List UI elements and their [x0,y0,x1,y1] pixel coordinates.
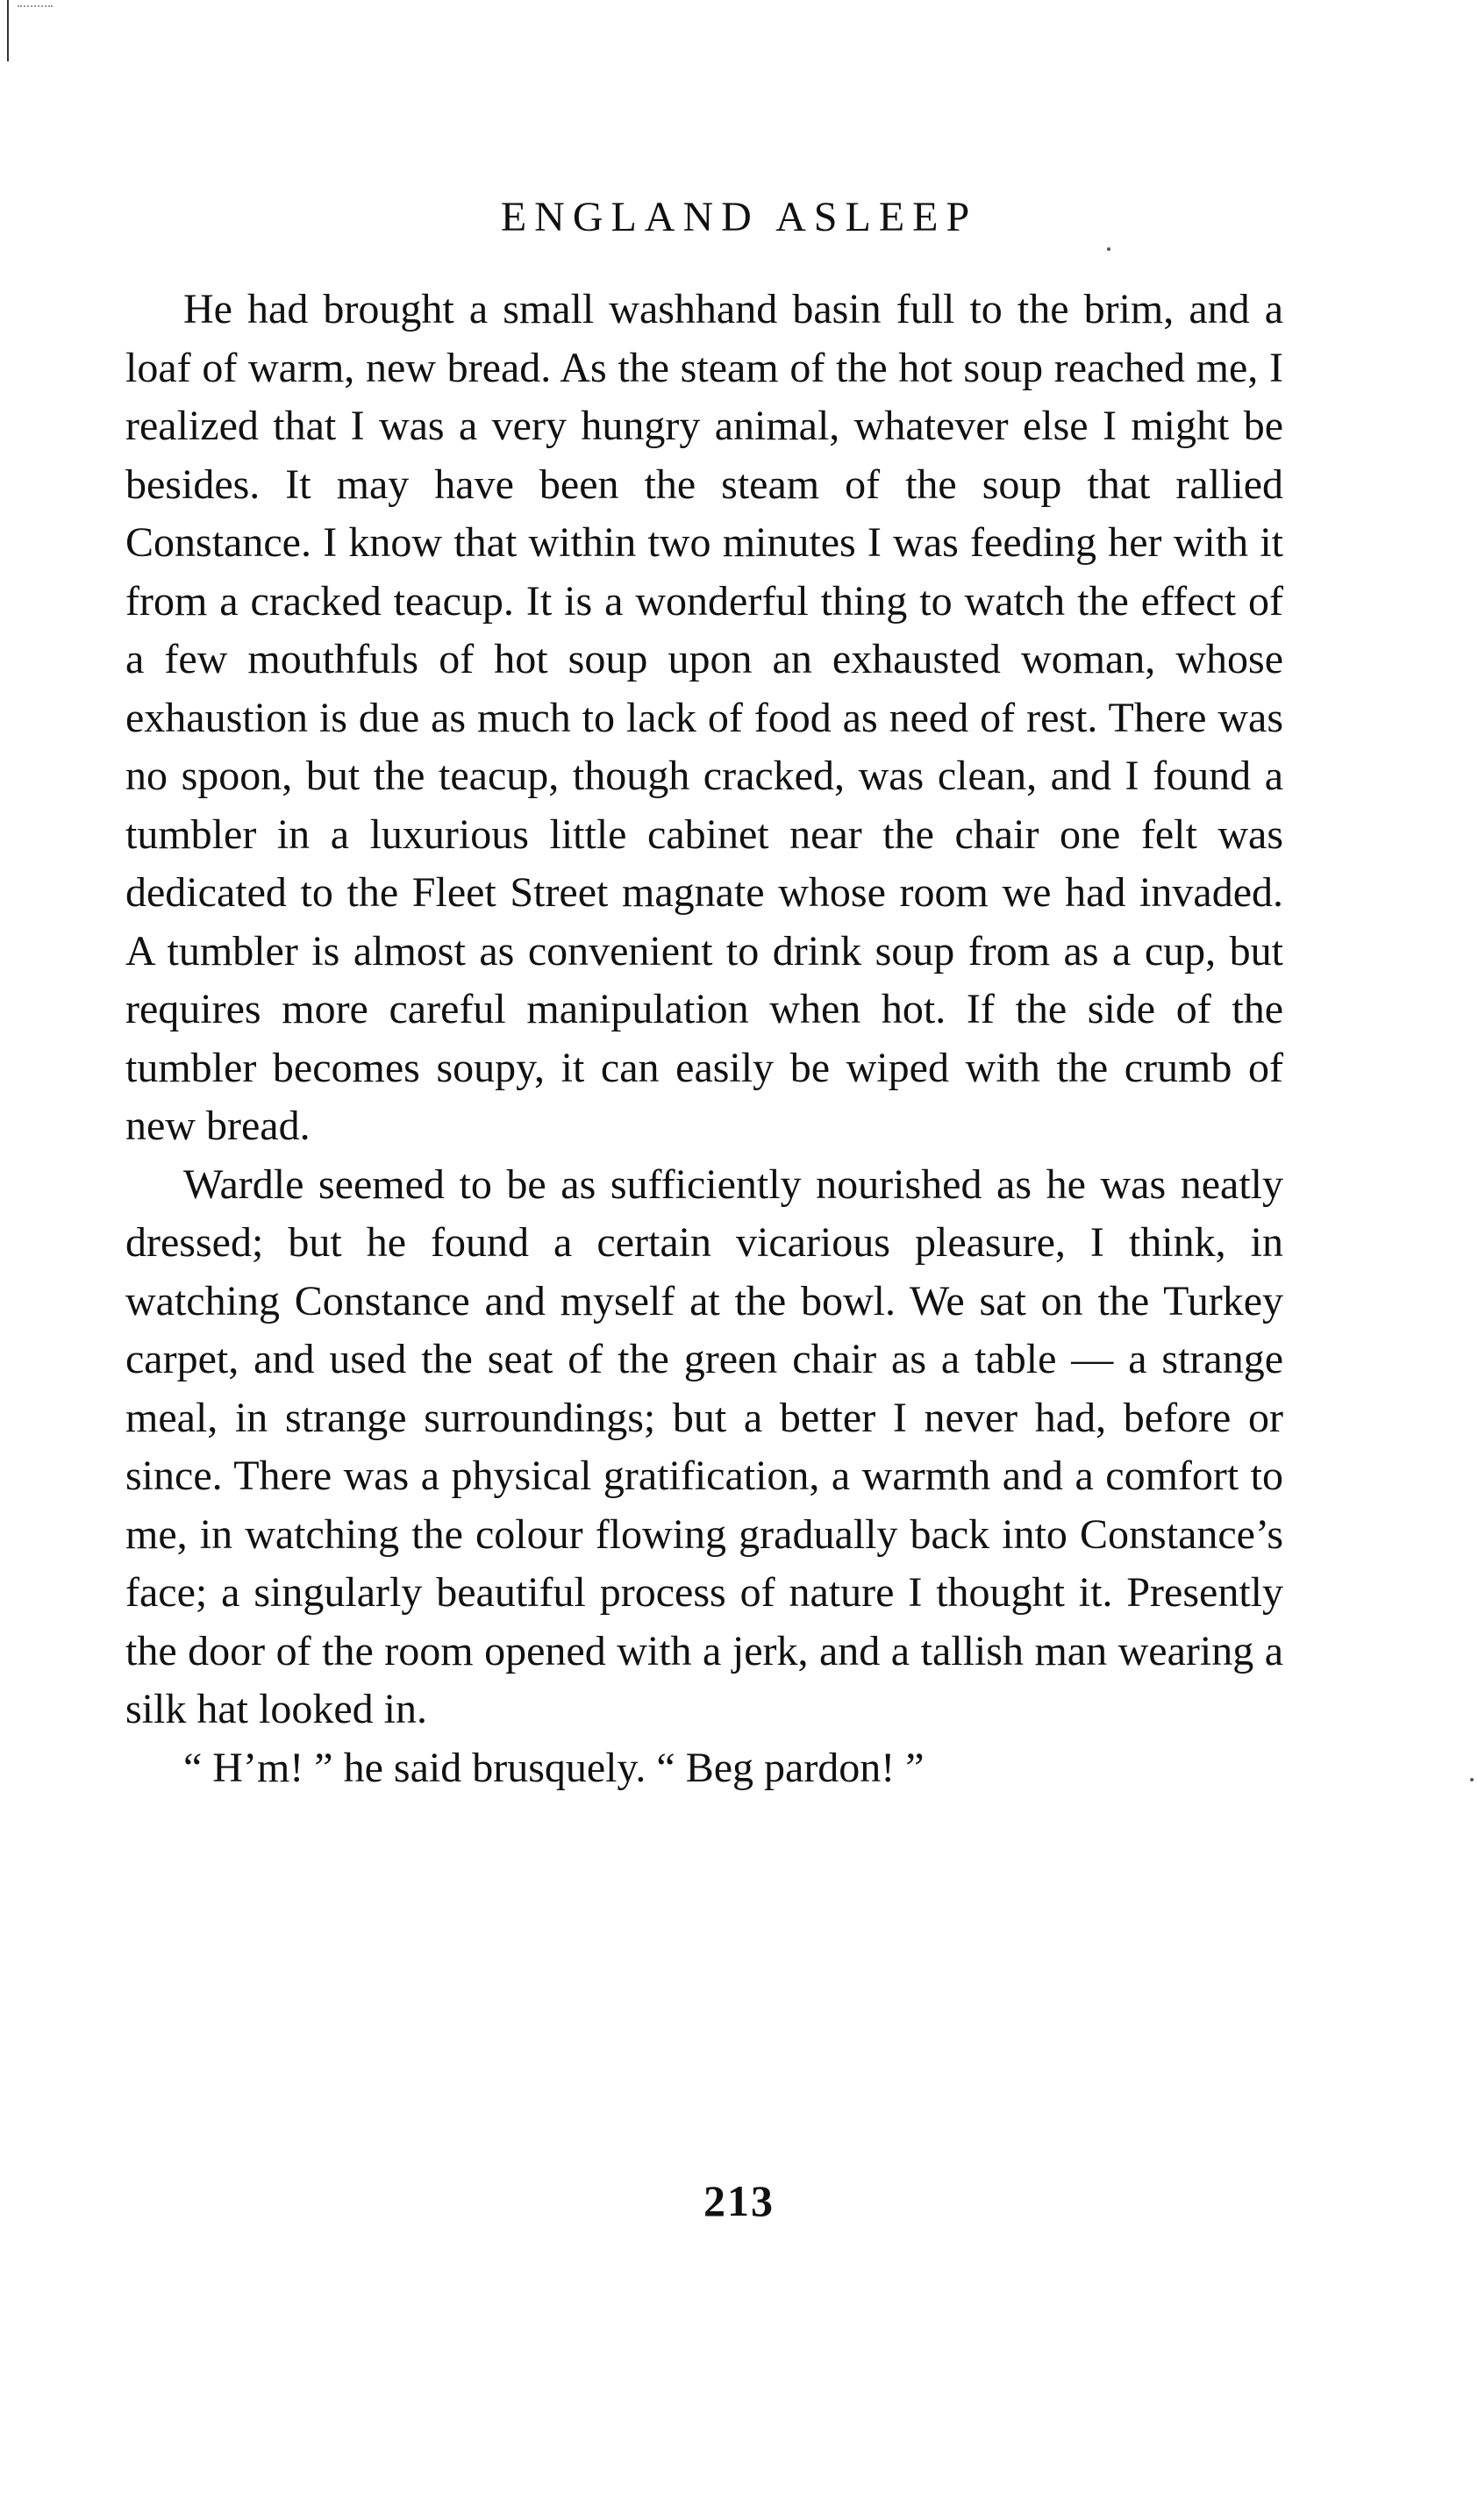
scan-edge-mark [7,0,9,61]
scan-speckle [18,5,53,16]
running-head: ENGLAND ASLEEP [500,194,978,240]
speck-mark [1470,1778,1474,1781]
speck-mark [1107,247,1110,251]
paragraph: “ H’m! ” he said brusquely. “ Beg pardon! ” [183,1744,925,1791]
paragraph: He had brought a small washhand basin full to the brim, and a loaf of warm, new bread. As the steam of the hot soup reached me, I realized that I was a very hungry animal, whatever else I might be besides. It may have been the steam of the soup that rallied Constance. I know that within two minutes I was feeding her with it from a cracked teacup. It is a wonderful thing to watch the effect of a few mouthfuls of hot soup upon an exhausted woman, whose exhaustion is due as much to lack of food as need of rest. There was no spoon, but the teacup, though cracked, was clean, and I found a tumbler in a luxurious little cabinet near the chair one felt was dedicated to the Fleet Street magnate whose room we had invaded. A tumbler is almost as convenient to drink soup from as a cup, but requires more careful manipulation when hot. If the side of the tumbler becomes soupy, it can easily be wiped with the crumb of new bread. [125,286,1283,1149]
body-text [125,281,1283,1797]
paragraph: Wardle seemed to be as sufficiently nourished as he was neatly dressed; but he found a certain vicarious pleasure, I think, in watching Constance and myself at the bowl. We sat on the Turkey carpet, and used the seat of the green chair as a table — a strange meal, in strange surroundings; but a better I never had, before or since. There was a physical gratification, a warmth and a comfort to me, in watching the colour flowing gradually back into Constance’s face; a singularly beautiful process of nature I thought it. Presently the door of the room opened with a jerk, and a tallish man wearing a silk hat looked in. [125,1160,1283,1732]
page-number: 213 [703,2176,775,2225]
